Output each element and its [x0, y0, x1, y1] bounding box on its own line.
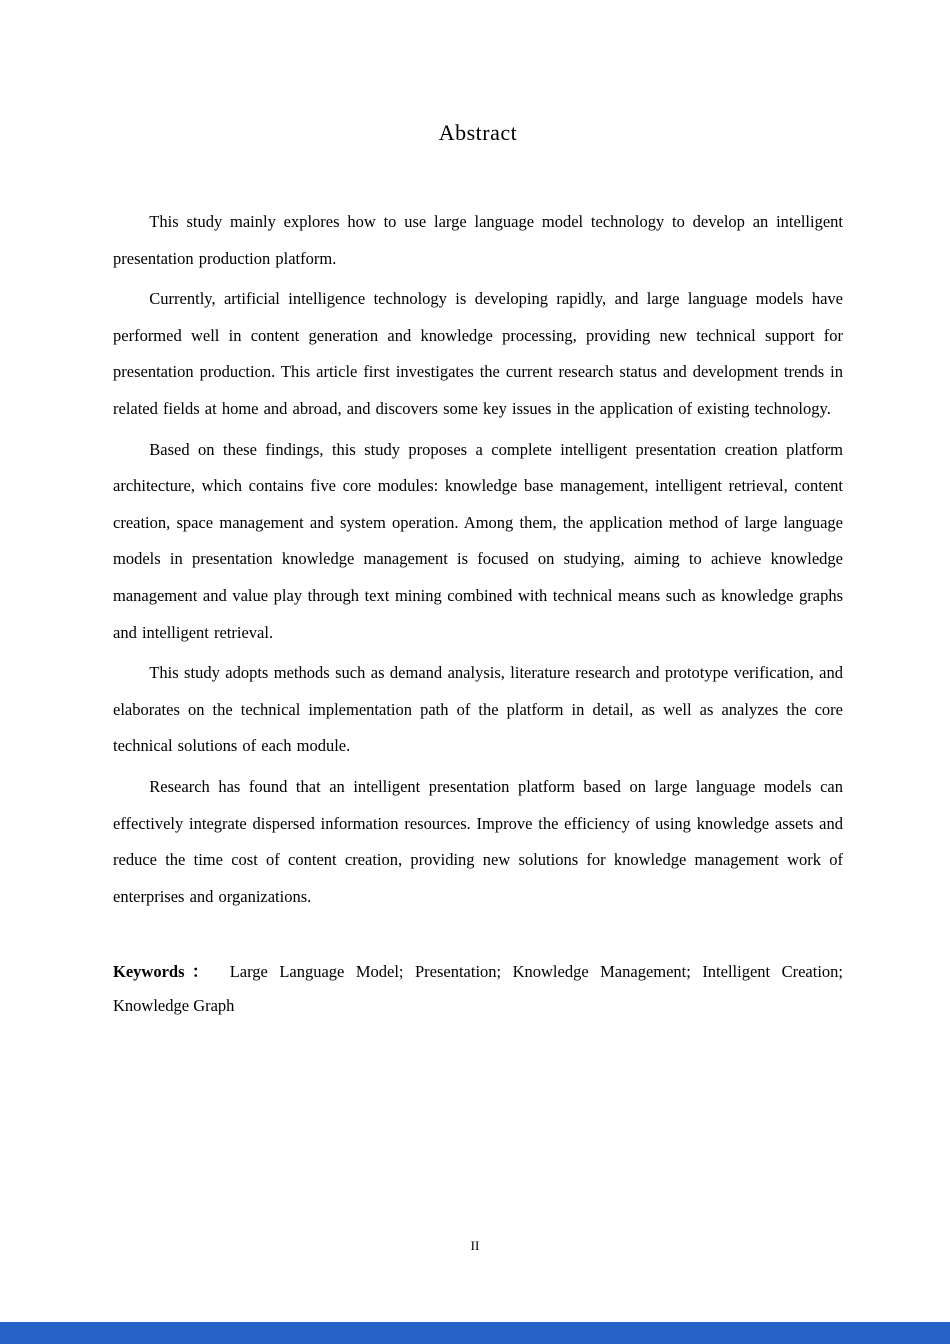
bottom-bar [0, 1322, 950, 1344]
abstract-paragraph-5: Research has found that an intelligent presentation platform based on large language models can effectively integrate dispersed information resources. Improve the efficiency of using knowledge assets and reduce the time cost of content creation, providing new solutions for knowledge management work of enterprises and organizations. [113, 776, 843, 906]
page-title: Abstract [438, 120, 518, 145]
abstract-paragraph-2: Currently, artificial intelligence technology is developing rapidly, and large language models have performed well in content generation and knowledge processing, providing new technical support for presentation production. This article first investigates the current research status and development trends in related fields at home and abroad, and discovers some key issues in the application of existing technology. [113, 289, 843, 418]
abstract-paragraph-4: This study adopts methods such as demand analysis, literature research and prototype verification, and elaborates on the technical implementation path of the platform in detail, as well as analyzes the core technical solutions of each module. [113, 663, 843, 756]
abstract-content [113, 0, 843, 1023]
keywords-label: Keywords： [113, 962, 216, 982]
abstract-paragraph-1: This study mainly explores how to use large language model technology to develop an intelligent presentation production platform. [113, 212, 843, 268]
keywords-line [113, 955, 843, 1023]
abstract-paragraph-3: Based on these findings, this study proposes a complete intelligent presentation creation platform architecture, which contains five core modules: knowledge base management, intelligent retrieval, content creation, space management and system operation. Among them, the application method of large language models in presentation knowledge management is focused on studying, aiming to achieve knowledge management and value play through text mining combined with technical means such as knowledge graphs and intelligent retrieval. [113, 439, 843, 642]
page-number: II [470, 1238, 480, 1253]
keywords-text: Large Language Model; Presentation; Knowledge Management; Intelligent Creation; Knowledge Graph [113, 962, 843, 1016]
